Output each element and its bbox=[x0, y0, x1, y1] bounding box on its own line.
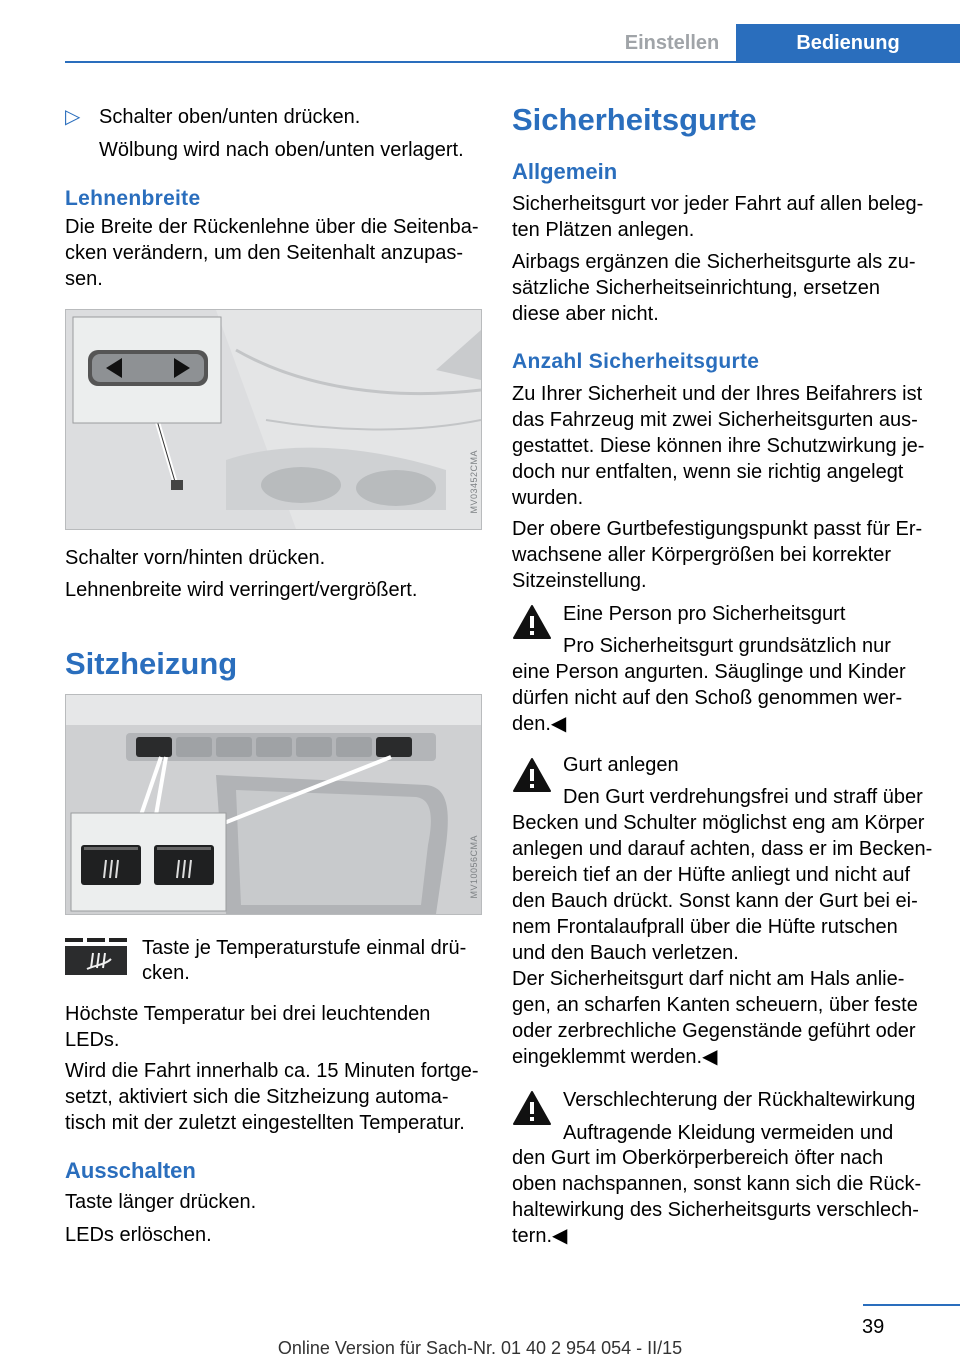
warning-triangle-icon bbox=[512, 1090, 552, 1126]
console-illustration bbox=[66, 695, 481, 914]
header-tab-einstellen[interactable]: Einstellen bbox=[624, 31, 720, 54]
heading-anzahl: Anzahl Sicherheitsgurte bbox=[512, 350, 760, 373]
lehnenbreite-text: Die Breite der Rückenlehne über die Seitenba‐ cken verändern, um den Seitenhalt anzupas‐ sen. bbox=[65, 216, 479, 290]
seat-heating-button-icon bbox=[65, 935, 127, 975]
allgemein-text-2: Airbags ergänzen die Sicherheitsgurte als zu‐ sätzliche Sicherheitseinrichtung, ersetzen diese aber nicht. bbox=[512, 251, 916, 325]
heading-ausschalten: Ausschalten bbox=[65, 1158, 196, 1183]
ausschalten-line-1: Taste länger drücken. bbox=[65, 1191, 257, 1213]
allgemein-text-1: Sicherheitsgurt vor jeder Fahrt auf allen beleg‐ ten Plätzen anlegen. bbox=[512, 193, 924, 241]
footer-rule bbox=[863, 1304, 960, 1306]
warning-1-line-1: Pro Sicherheitsgurt grundsätzlich nur bbox=[563, 635, 891, 657]
footer-text: Online Version für Sach-Nr. 01 40 2 954 054 - II/15 bbox=[277, 1338, 683, 1358]
warning-2-title: Gurt anlegen bbox=[563, 754, 679, 776]
warning-2-body: Becken und Schulter möglichst eng am Körper anlegen und darauf achten, dass er im Becken‐ bereich tief an der Hüfte anliegt und nicht auf den Bauch drückt. Sonst kann der Gurt bei ei‐ nem Frontalaufprall über die Hüfte rutschen und den Bauch verletzen. bbox=[512, 812, 933, 964]
warning-3-line-1: Auftragende Kleidung vermeiden und bbox=[563, 1122, 894, 1144]
warning-1-body: eine Person angurten. Säuglinge und Kinder dürfen nicht auf den Schoß genommen wer‐ den.◀ bbox=[512, 661, 906, 735]
bullet-line-2: Wölbung wird nach oben/unten verlagert. bbox=[99, 139, 464, 161]
warning-3-title: Verschlechterung der Rückhaltewirkung bbox=[563, 1089, 916, 1111]
figure-seat-heating-console bbox=[65, 694, 482, 915]
heading-sicherheitsgurte: Sicherheitsgurte bbox=[512, 102, 757, 137]
heading-sitzheizung: Sitzheizung bbox=[65, 646, 238, 681]
warning-triangle-icon bbox=[512, 757, 552, 793]
taste-line-2: cken. bbox=[142, 962, 190, 984]
warning-1-title: Eine Person pro Sicherheitsgurt bbox=[563, 603, 846, 625]
hoechste-text: Höchste Temperatur bei drei leuchtenden LEDs. bbox=[65, 1003, 431, 1051]
after-fig1-line-2: Lehnenbreite wird verringert/vergrößert. bbox=[65, 579, 418, 601]
ausschalten-line-2: LEDs erlöschen. bbox=[65, 1224, 212, 1246]
wird-text: Wird die Fahrt innerhalb ca. 15 Minuten fortge‐ setzt, aktiviert sich die Sitzheizung automa‐ tisch mit der zuletzt eingestellten Temperatur. bbox=[65, 1060, 479, 1134]
warning-2-line-1: Den Gurt verdrehungsfrei und straff über bbox=[563, 786, 923, 808]
seat-illustration bbox=[66, 310, 481, 529]
anzahl-text-1: Zu Ihrer Sicherheit und der Ihres Beifahrers ist das Fahrzeug mit zwei Sicherheitsgurten aus‐ gestattet. Diese können ihre Schutzwirkung je‐ doch nur entfalten, wenn sie richtig angelegt wurden. bbox=[512, 383, 925, 509]
taste-line-1: Taste je Temperaturstufe einmal drü‐ bbox=[142, 937, 467, 959]
heading-lehnenbreite: Lehnenbreite bbox=[65, 187, 201, 210]
figure-seat-width-switch bbox=[65, 309, 482, 530]
header-rule bbox=[65, 61, 960, 63]
page-number: 39 bbox=[862, 1316, 885, 1338]
warning-3-body: den Gurt im Oberkörperbereich öfter nach oben nachspannen, sonst kann sich die Rück‐ haltewirkung des Sicherheitsgurts verschlech‐ tern.◀ bbox=[512, 1147, 922, 1247]
figure-code: MV03452CMA bbox=[469, 450, 479, 514]
bullet-line-1: Schalter oben/unten drücken. bbox=[99, 106, 361, 128]
bullet-marker: ▷ bbox=[65, 106, 81, 128]
anzahl-text-2: Der obere Gurtbefestigungspunkt passt für Er‐ wachsene aller Körpergrößen bei korrekter Sitzeinstellung. bbox=[512, 518, 923, 592]
warning-triangle-icon bbox=[512, 604, 552, 640]
figure-code: MV10056CMA bbox=[469, 835, 479, 899]
header-tab-bedienung[interactable]: Bedienung bbox=[736, 24, 960, 62]
heading-allgemein: Allgemein bbox=[512, 159, 618, 184]
after-fig1-line-1: Schalter vorn/hinten drücken. bbox=[65, 547, 326, 569]
warning-2-body-2: Der Sicherheitsgurt darf nicht am Hals anlie‐ gen, an scharfen Kanten scheuern, über feste oder zerbrechliche Gegenstände geführt oder eingeklemmt werden.◀ bbox=[512, 968, 918, 1068]
